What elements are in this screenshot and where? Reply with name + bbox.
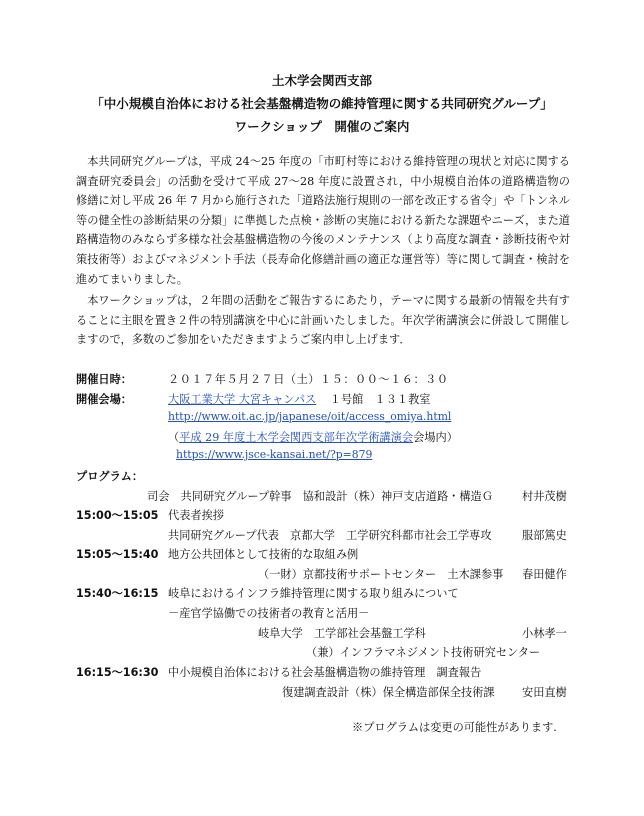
program-title: 地方公共団体として技術的な取組み例 [168, 548, 359, 561]
venue-link[interactable]: 大阪工業大学 大宮キャンパス [168, 393, 317, 406]
program-title: 中小規模自治体における社会基盤構造物の維持管理 調査報告 [168, 666, 482, 679]
venue-room: １号館 １３１教室 [329, 393, 431, 406]
program-time: 15:00〜15:05 [76, 509, 159, 522]
program-title: 代表者挨拶 [168, 509, 224, 522]
program-time: 15:05〜15:40 [76, 548, 159, 561]
speaker-affiliation: 復建調査設計（株）保全構造部保全技術課 [282, 686, 495, 699]
header-event-title: ワークショップ 開催のご案内 [234, 119, 410, 134]
conference-url-link[interactable]: https://www.jsce-kansai.net/?p=879 [176, 448, 373, 461]
program-title: 岐阜におけるインフラ維持管理に関する取り組みについて [168, 587, 459, 600]
header-group-name: 「中小規模自治体における社会基盤構造物の維持管理に関する共同研究グループ」 [91, 96, 553, 111]
venue-url-link[interactable]: http://www.oit.ac.jp/japanese/oit/access_omiya.html [168, 410, 452, 423]
speaker-affiliation-secondary: （兼）インフラマネジメント技術研究センター [306, 646, 541, 659]
paren-open: （ [168, 431, 180, 444]
intro-paragraph-2: 本ワークショップは，２年間の活動をご報告するにあたり，テーマに関する最新の情報を共有することに主眼を置き２件の特別講演を中心に計画いたしました。年次学術講演会に併設して開催しますので，多数のご参加をいただきますようご案内申し上げます． [76, 294, 570, 347]
venue-label: 開催会場： [76, 393, 132, 406]
program-time: 16:15〜16:30 [76, 666, 159, 679]
program-label: プログラム： [76, 470, 144, 483]
speaker-name: 安田直樹 [522, 686, 567, 699]
speaker-affiliation: （一財）京都技術サポートセンター 土木課参事 [258, 568, 504, 581]
venue-row [168, 391, 430, 407]
intro-paragraph-1: 本共同研究グループは，平成 24〜25 年度の「市町村等における維持管理の現状と対応に関する調査研究委員会」の活動を受けて平成 27〜28 年度に設置され，中小規模自治体の道路構造物の修繕に対し平成 26 年 7 月から施行された「道路法施行規則の一部を改正する省令」や「トンネル等の健全性の診断結果の分類」に準拠した点検・診断の実施における新たな課題やニーズ，また道路構造物のみならず多様な社会基盤構造物の今後のメンテナンス（より高度な調査・診断技術や対策技術等）およびマネジメント手法（長寿命化修繕計画の適正な運営等）等に関して調査・検討を進めてまいりました。 [76, 155, 570, 286]
speaker-name: 小林孝一 [522, 627, 567, 640]
date-label: 開催日時： [76, 373, 132, 386]
program-subtitle: －産官学協働での技術者の教育と活用－ [168, 607, 370, 620]
speaker-name: 服部篤史 [522, 529, 567, 542]
conference-link[interactable]: 平成 29 年度土木学会関西支部年次学術講演会 [179, 431, 414, 444]
chair-role: 司会 共同研究グループ幹事 協和設計（株）神戸支店道路・構造Ｇ [147, 490, 493, 503]
speaker-affiliation: 岐阜大学 工学部社会基盤工学科 [258, 627, 426, 640]
speaker-affiliation: 共同研究グループ代表 京都大学 工学研究科都市社会工学専攻 [168, 529, 492, 542]
chair-name: 村井茂樹 [522, 490, 567, 503]
date-value: ２０１７年５月２７日（土）１５：００〜１６：３０ [168, 373, 449, 386]
program-change-note: ※プログラムは変更の可能性があります. [352, 721, 557, 734]
program-time: 15:40〜16:15 [76, 587, 159, 600]
conference-venue-note [168, 429, 458, 445]
header-organization: 土木学会関西支部 [271, 73, 372, 88]
paren-close: 会場内） [413, 431, 458, 444]
speaker-name: 春田健作 [522, 568, 567, 581]
